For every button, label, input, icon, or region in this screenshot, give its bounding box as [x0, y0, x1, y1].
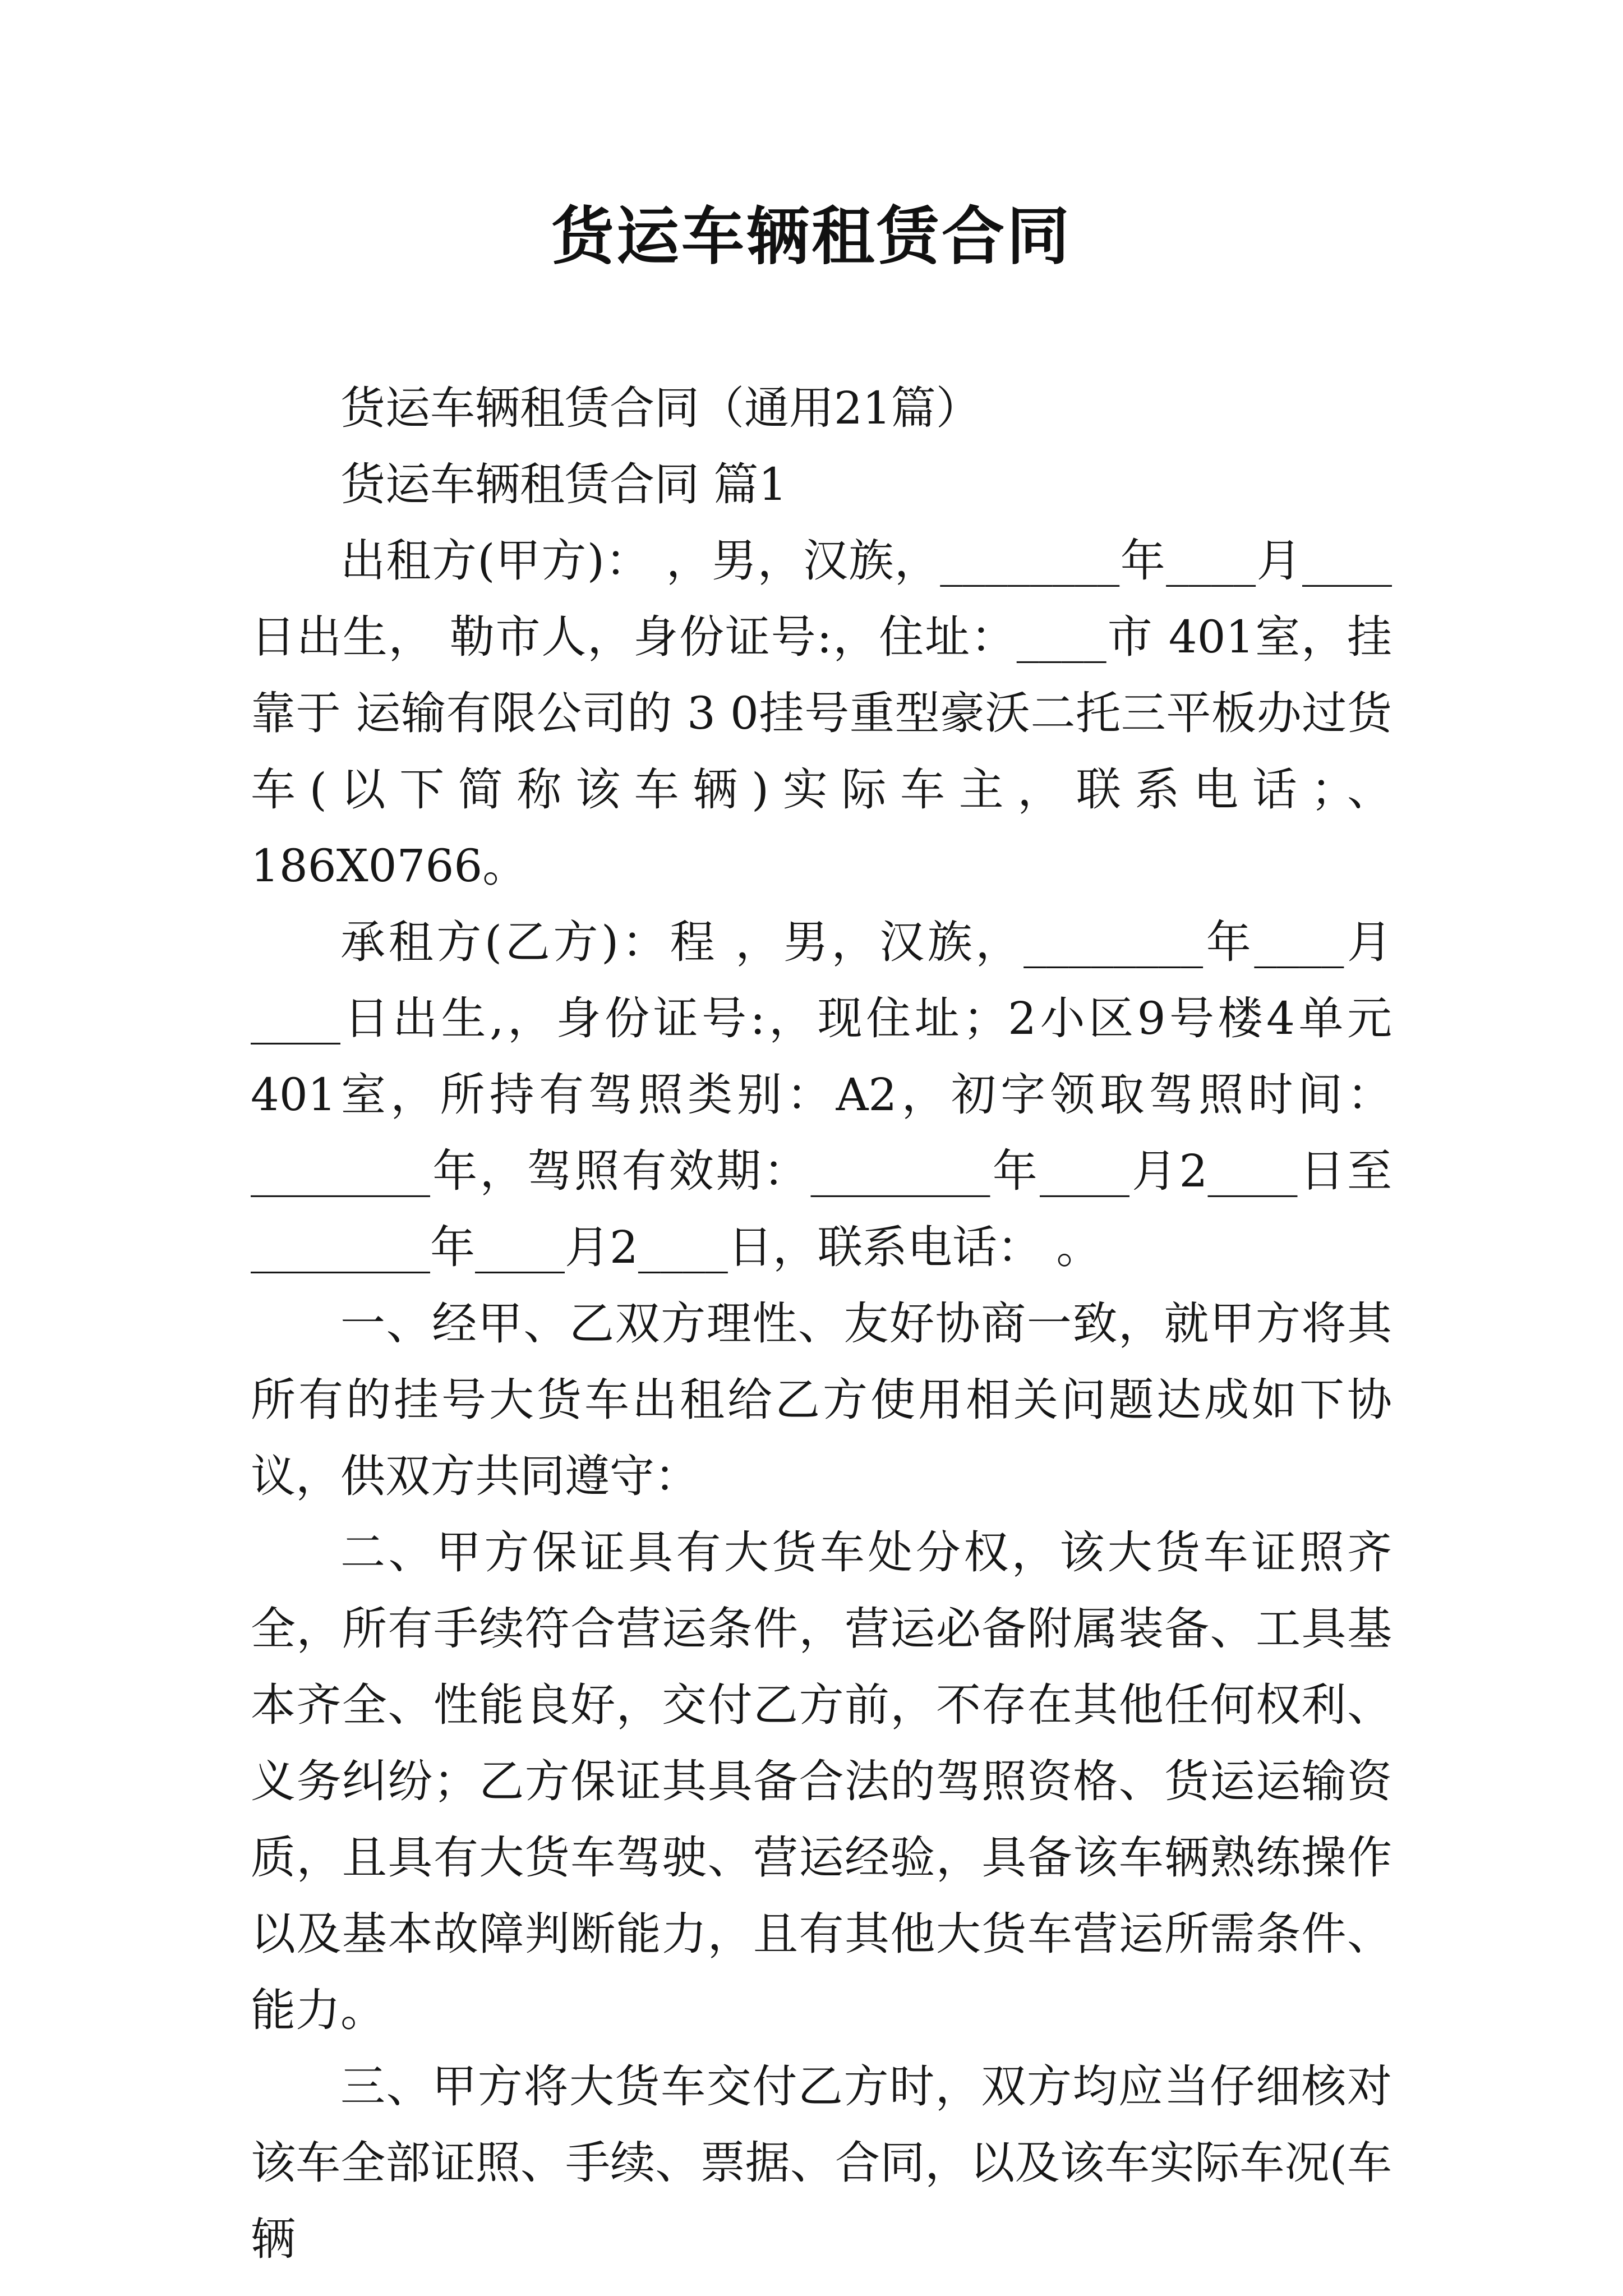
paragraph-lessee: 承租方(乙方)：程 ，男，汉族，________年____月____日出生,，身份证号:，现住址；2小区9号楼4单元401室，所持有驾照类别：A2，初字领取驾照时间：________年，驾照有效期：________年____月2____日至________年____月2____日，联系电话： 。 — [251, 916, 1392, 1273]
paragraph-clause-3: 三、甲方将大货车交付乙方时，双方均应当仔细核对该车全部证照、手续、票据、合同，以及该车实际车况(车辆 — [251, 2060, 1392, 2265]
document-body — [251, 370, 1392, 2277]
paragraph-clause-2: 二、甲方保证具有大货车处分权，该大货车证照齐全，所有手续符合营运条件，营运必备附属装备、工具基本齐全、性能良好，交付乙方前，不存在其他任何权利、义务纠纷；乙方保证其具备合法的驾照资格、货运运输资质，且具有大货车驾驶、营运经验，具备该车辆熟练操作以及基本故障判断能力，且有其他大货车营运所需条件、能力。 — [251, 1526, 1392, 2036]
paragraph-part-heading: 货运车辆租赁合同 篇1 — [340, 458, 787, 510]
paragraph-lessor: 出租方(甲方)： ，男，汉族，________年____月____日出生， 勒市人，身份证号:，住址：____市 401室，挂靠于 运输有限公司的 3 0挂号重型豪沃二托三平板办过货车(以下简称该车辆)实际车主，联系电话；、186X0766。 — [251, 535, 1392, 892]
paragraph-clause-1: 一、经甲、乙双方理性、友好协商一致，就甲方将其所有的挂号大货车出租给乙方使用相关问题达成如下协议，供双方共同遵守： — [251, 1297, 1392, 1502]
paragraph-collection-heading: 货运车辆租赁合同（通用21篇） — [340, 382, 981, 434]
document-title: 货运车辆租赁合同 — [551, 200, 1072, 273]
